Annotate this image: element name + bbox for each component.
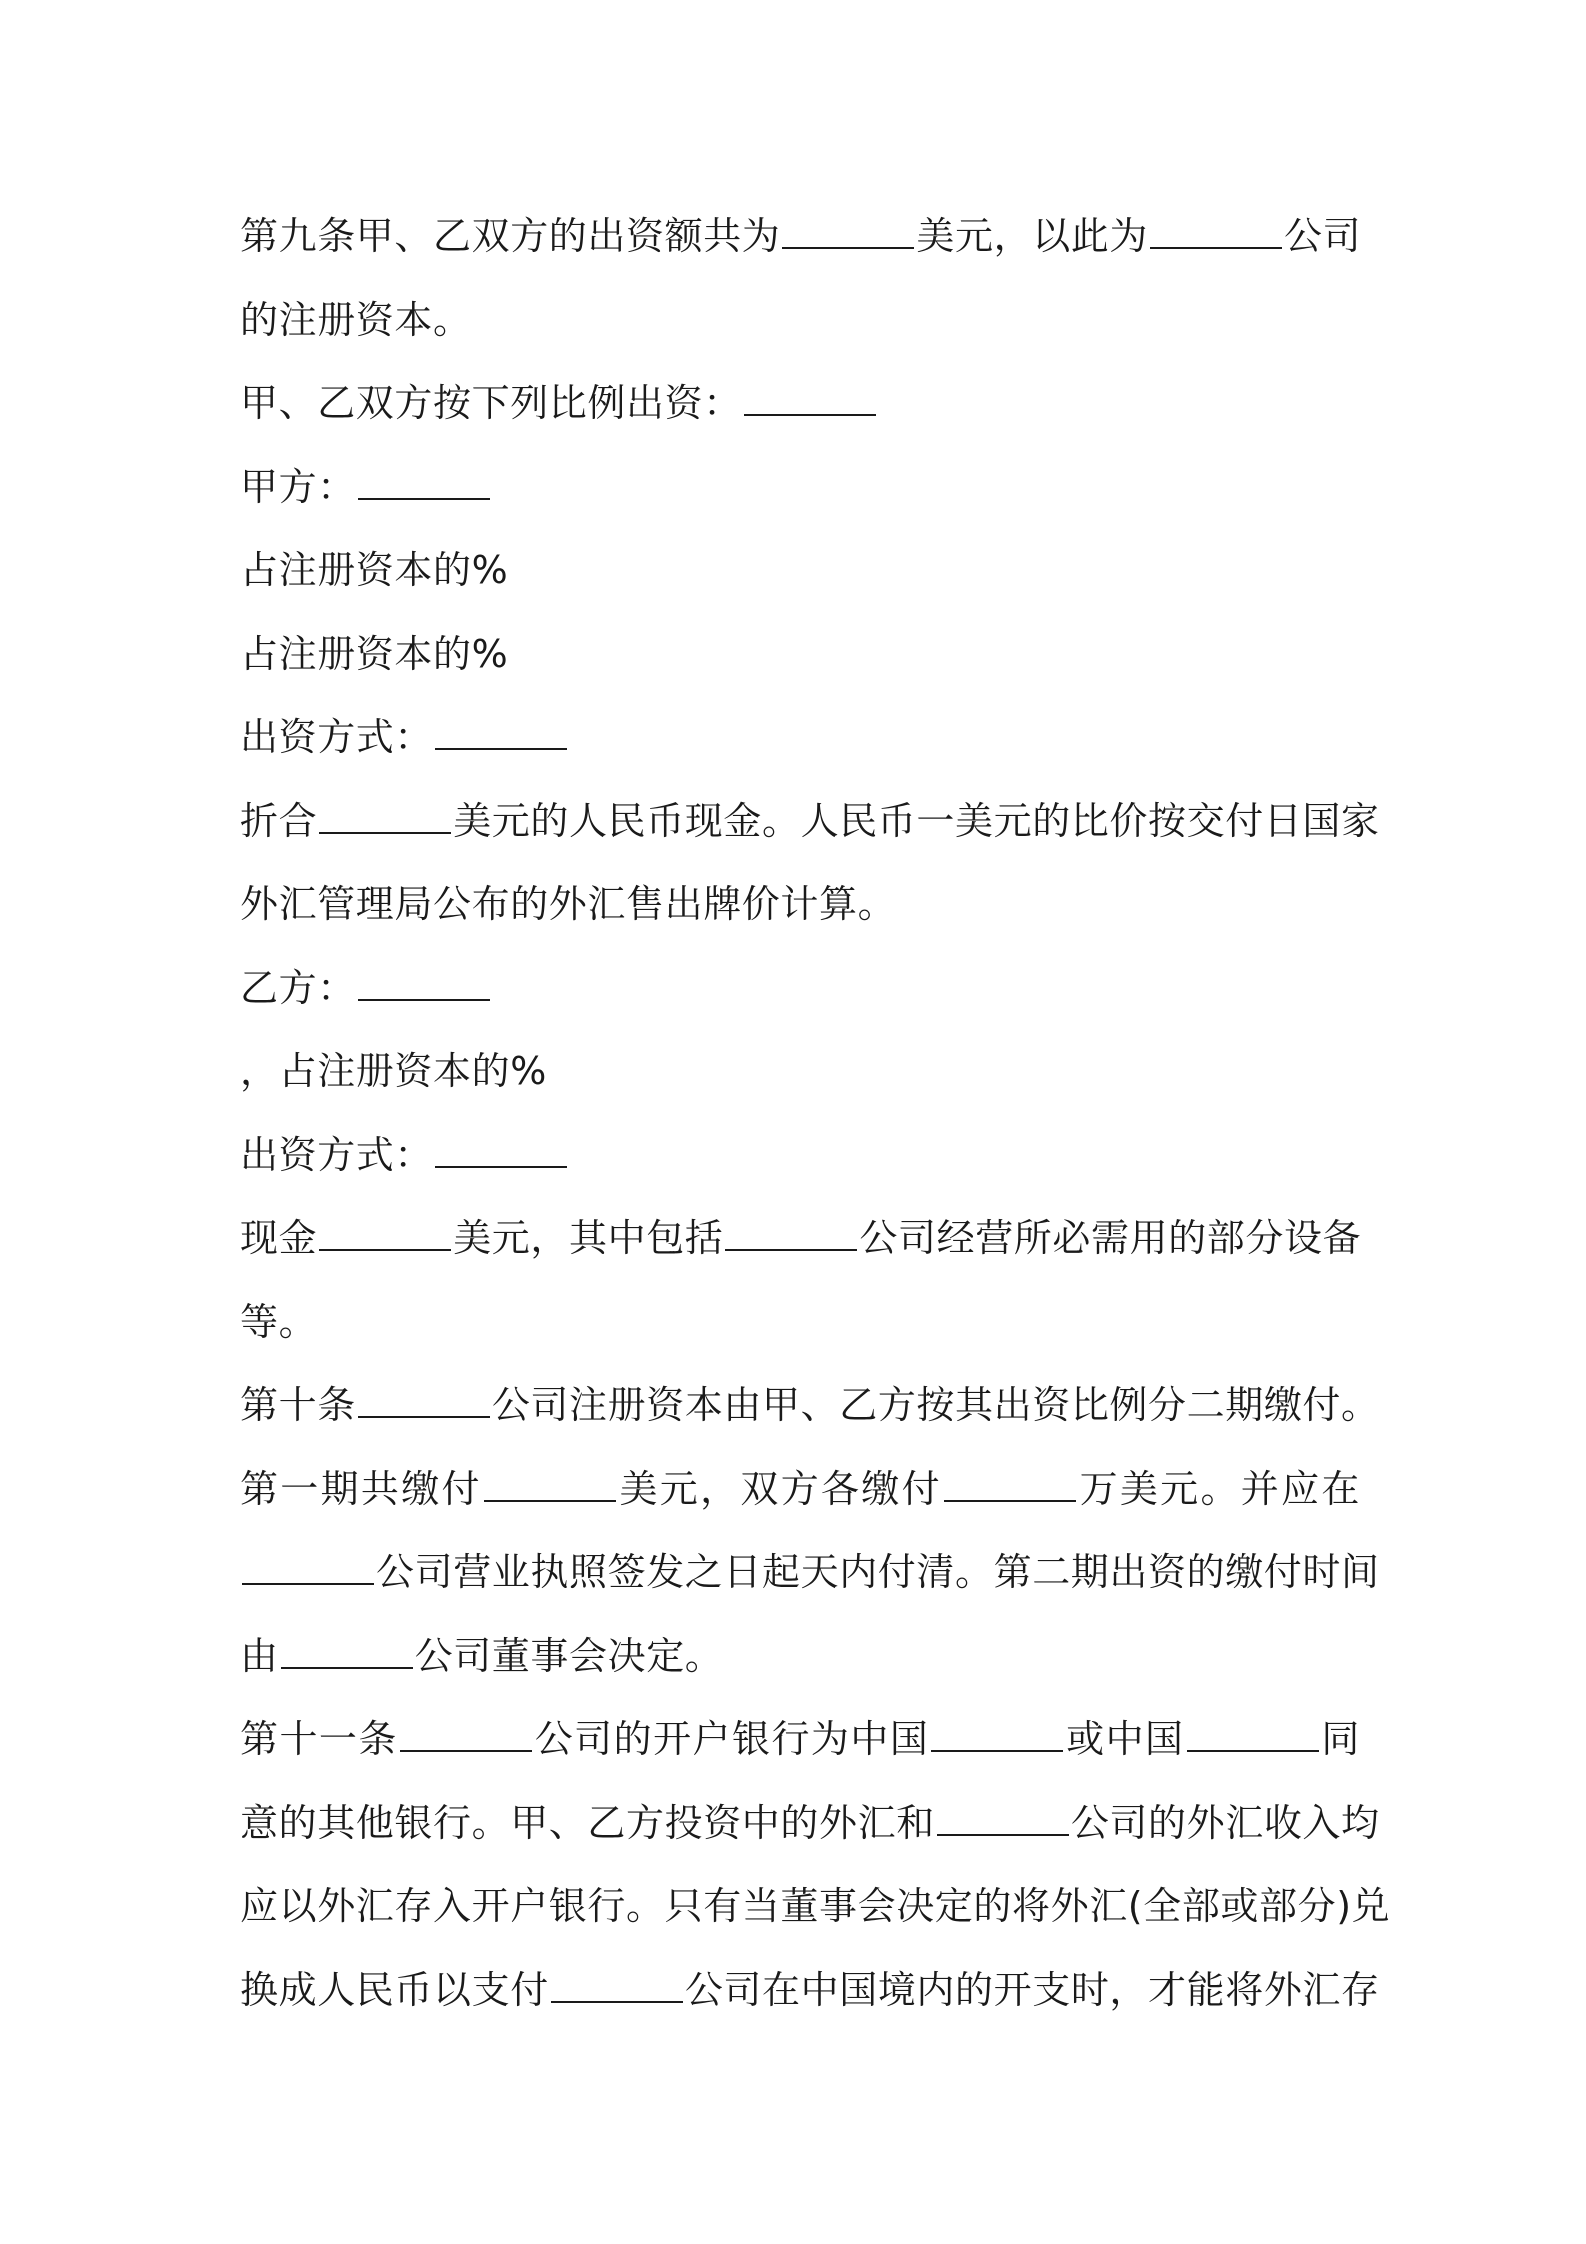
line-text: 出资方式： (240, 715, 434, 759)
fill-in-blank (931, 1720, 1063, 1752)
line-text: 公司董事会决定。 (414, 1633, 724, 1678)
line-text: 或中国 (1065, 1717, 1185, 1761)
line-text: 现金 (240, 1216, 318, 1260)
fill-in-blank (484, 1470, 616, 1502)
line-text: 公司注册资本由甲、乙方按其出资比例分二期缴付。 (491, 1383, 1380, 1427)
fill-in-blank (281, 1637, 413, 1669)
line-text: 公司的外汇收入均 (1070, 1800, 1380, 1845)
document-line (240, 1782, 1380, 1866)
line-text: 公司经营所必需用的部分设备 (859, 1216, 1362, 1260)
line-text: 由 (240, 1633, 279, 1678)
line-text: 甲、乙双方按下列比例出资： (240, 381, 742, 425)
document-line (240, 195, 1360, 279)
line-text: 美元的人民币现金。人民币一美元的比价按交付日国家 (453, 798, 1380, 843)
line-text: 出资方式： (240, 1132, 434, 1177)
fill-in-blank (944, 1470, 1076, 1502)
line-text: 美元，以此为 (916, 214, 1149, 258)
fill-in-blank (319, 802, 451, 834)
document-line (240, 1865, 1391, 1949)
line-text: 占注册资本的% (240, 631, 509, 676)
line-text: ，占注册资本的% (240, 1049, 547, 1093)
line-text: 第十条 (240, 1383, 356, 1427)
line-text: 公司在中国境内的开支时，才能将外汇存 (684, 1967, 1380, 2012)
line-text: 第十一条 (240, 1717, 398, 1761)
document-line (240, 1281, 1360, 1365)
line-text: 美元，其中包括 (453, 1216, 724, 1260)
document-line (240, 1030, 1360, 1114)
fill-in-blank (358, 468, 490, 500)
document-line (240, 1197, 1360, 1281)
document-line (240, 1615, 1360, 1699)
line-text: 占注册资本的% (240, 548, 509, 592)
line-text: 公司的开户银行为中国 (533, 1717, 930, 1761)
fill-in-blank (358, 969, 490, 1001)
fill-in-blank (358, 1386, 490, 1418)
fill-in-blank (400, 1720, 532, 1752)
line-text: 应以外汇存入开户银行。只有当董事会决定的将外汇(全部或部分)兑 (240, 1884, 1391, 1928)
fill-in-blank (725, 1219, 857, 1251)
document-line (240, 1949, 1380, 2033)
line-text: 第九条甲、乙双方的出资额共为 (240, 214, 781, 258)
document-line (240, 1364, 1380, 1448)
line-text: 等。 (240, 1299, 318, 1344)
document-line (240, 1448, 1360, 1532)
document-line (240, 696, 1360, 780)
line-text: 折合 (240, 798, 318, 843)
fill-in-blank (1150, 217, 1282, 249)
document-line (240, 529, 1360, 613)
document-line (240, 1698, 1360, 1782)
document-line (240, 947, 1360, 1031)
fill-in-blank (744, 384, 876, 416)
line-text: 同 (1320, 1717, 1360, 1761)
line-text: 乙方： (240, 965, 356, 1010)
fill-in-blank (435, 718, 567, 750)
line-text: 公司营业执照签发之日起天内付清。第二期出资的缴付时间 (376, 1550, 1380, 1594)
document-line (240, 613, 1360, 697)
fill-in-blank (319, 1219, 451, 1251)
document-line (240, 1114, 1360, 1198)
line-text: 意的其他银行。甲、乙方投资中的外汇和 (240, 1800, 935, 1845)
line-text: 美元，双方各缴付 (617, 1466, 942, 1511)
document-line (240, 1531, 1380, 1615)
document-line (240, 446, 1360, 530)
document-line (240, 362, 1360, 446)
line-text: 万美元。并应在 (1077, 1466, 1360, 1511)
document-page (240, 195, 1391, 2032)
fill-in-blank (782, 217, 914, 249)
line-text: 甲方： (240, 464, 356, 509)
fill-in-blank (435, 1136, 567, 1168)
fill-in-blank (937, 1804, 1069, 1836)
line-text: 外汇管理局公布的外汇售出牌价计算。 (240, 882, 897, 926)
document-line (240, 279, 1360, 363)
line-text: 换成人民币以支付 (240, 1967, 549, 2012)
line-text: 的注册资本。 (240, 297, 472, 342)
line-text: 第一期共缴付 (240, 1466, 482, 1511)
document-line (240, 780, 1380, 864)
document-line (240, 863, 1360, 947)
fill-in-blank (551, 1971, 683, 2003)
fill-in-blank (242, 1553, 374, 1585)
fill-in-blank (1187, 1720, 1319, 1752)
line-text: 公司 (1284, 214, 1362, 258)
